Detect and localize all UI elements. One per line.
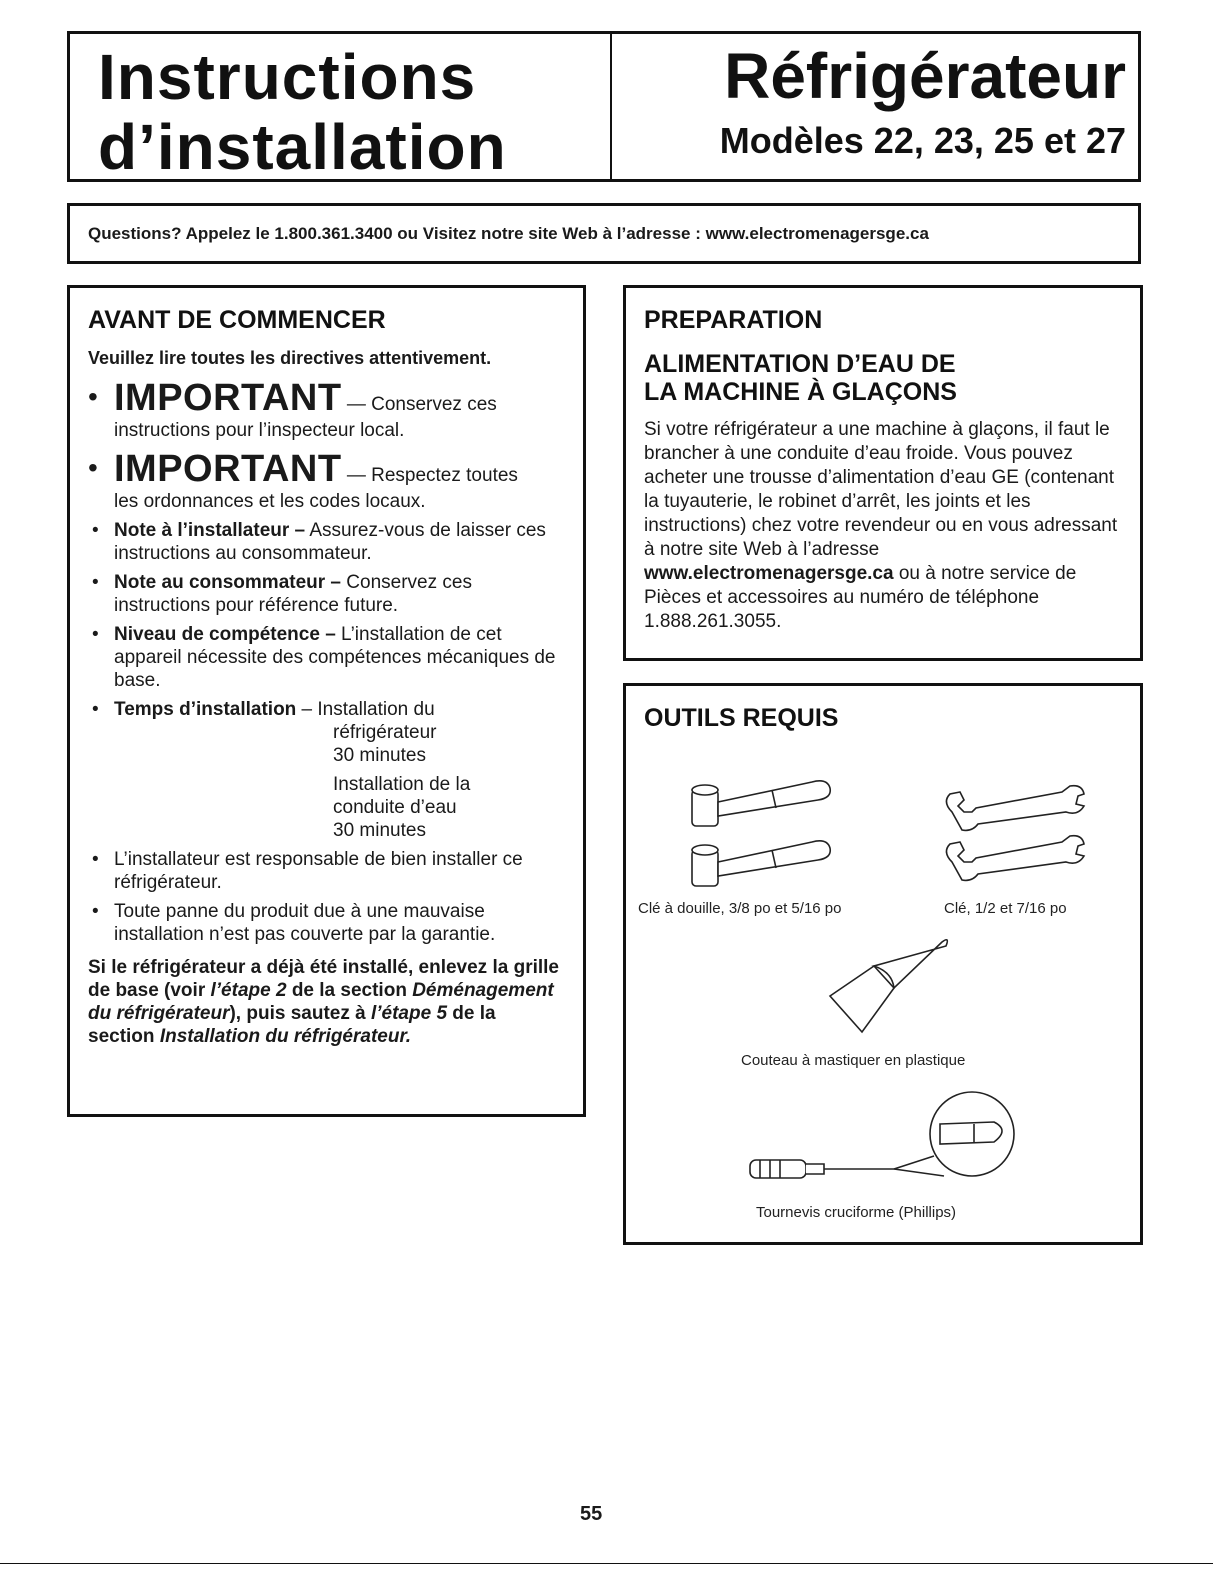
item-label: Note à l’installateur – [114, 520, 306, 541]
note-ref: l’étape 5 [370, 1003, 448, 1024]
note-text: de la section [88, 1003, 496, 1047]
item-text: – Installation du [296, 699, 435, 720]
note-ref: Déménagement du réfrigérateur [88, 980, 554, 1024]
title-installation: d’installation [98, 111, 507, 183]
title-right [612, 34, 1138, 179]
item-label: Note au consommateur – [114, 572, 341, 593]
phillips-screwdriver-caption: Tournevis cruciforme (Phillips) [756, 1204, 957, 1221]
important-label: IMPORTANT [114, 448, 342, 490]
contact-banner: Questions? Appelez le 1.800.361.3400 ou Visitez notre site Web à l’adresse : www.electromenagersge.ca [67, 203, 1141, 264]
putty-knife-caption: Couteau à mastiquer en plastique [741, 1052, 966, 1069]
item-text: Assurez-vous de laisser ces instructions au consommateur. [114, 520, 546, 564]
para-text: Si votre réfrigérateur a une machine à glaçons, il faut le brancher à une conduite d’eau froide. Vous pouvez acheter une trousse d’alimentation d’eau GE (contenant la tuyauterie, le robinet d’arrêt, les joints et les instructions) chez votre revendeur ou en vous adressant à notre site Web à l’adresse [644, 419, 1118, 560]
section-title-avant: AVANT DE COMMENCER [88, 306, 386, 334]
section-title-tools: OUTILS REQUIS [644, 704, 839, 732]
putty-knife-icon [822, 936, 962, 1056]
list-item-install-time [88, 698, 565, 842]
item-label: Temps d’installation [114, 699, 297, 720]
important-text: — Conservez ces [341, 394, 497, 415]
time-line: 30 minutes [333, 745, 426, 766]
ice-maker-water-title [644, 350, 1122, 406]
list-item: • L’installateur est responsable de bien installer ce réfrigérateur. [88, 848, 565, 894]
subtitle-line: LA MACHINE À GLAÇONS [644, 378, 957, 406]
time-line: conduite d’eau [333, 797, 457, 818]
list-item [88, 571, 565, 617]
phillips-screwdriver-icon [744, 1086, 1044, 1206]
bullet-icon: • [88, 452, 98, 483]
read-instructions-lead: Veuillez lire toutes les directives attentivement. [88, 348, 492, 368]
list-item: • Toute panne du produit due à une mauvaise installation n’est pas couverte par la garantie. [88, 900, 565, 946]
item-text: Conservez ces instructions pour référence future. [114, 572, 472, 616]
note-text: Si le réfrigérateur a déjà été installé, enlevez la grille de base (voir [88, 957, 559, 1001]
note-text: de la section [286, 980, 413, 1001]
list-item [88, 623, 565, 692]
socket-wrench-icon [672, 768, 842, 898]
time-line: Installation de la [333, 774, 471, 795]
open-end-wrench-caption: Clé, 1/2 et 7/16 po [944, 900, 1067, 917]
item-text: L’installation de cet appareil nécessite des compétences mécaniques de base. [114, 624, 556, 691]
note-text: ), puis sautez à [229, 1003, 371, 1024]
models-subtitle: Modèles 22, 23, 25 et 27 [719, 120, 1126, 161]
important-text-cont: instructions pour l’inspecteur local. [114, 420, 405, 441]
important-label: IMPORTANT [114, 377, 342, 419]
product-title: Réfrigérateur [724, 40, 1126, 112]
before-you-begin-section [67, 285, 586, 1117]
para-text: ou à notre service de Pièces et accessoires au numéro de téléphone 1.888.261.3055. [644, 563, 1077, 632]
preparation-section [623, 285, 1143, 661]
title-instructions: Instructions [98, 41, 477, 113]
item-label: Niveau de compétence – [114, 624, 336, 645]
socket-wrench-caption: Clé à douille, 3/8 po et 5/16 po [638, 900, 842, 917]
important-text-cont: les ordonnances et les codes locaux. [114, 491, 426, 512]
time-line: réfrigérateur [333, 722, 437, 743]
important-item-1 [88, 377, 565, 442]
reinstall-note [88, 956, 565, 1048]
note-ref: l’étape 2 [210, 980, 287, 1001]
bullet-icon: • [88, 381, 98, 412]
required-tools-section [623, 683, 1143, 1245]
website-link[interactable]: www.electromenagersge.ca [644, 563, 894, 584]
open-end-wrench-icon [942, 782, 1092, 892]
page-number: 55 [580, 1503, 603, 1525]
instruction-list [88, 519, 565, 946]
water-supply-paragraph [644, 418, 1122, 634]
section-title-preparation: PREPARATION [644, 306, 823, 334]
list-item [88, 519, 565, 565]
important-text: — Respectez toutes [341, 465, 518, 486]
bottom-divider [0, 1563, 1213, 1564]
time-line: 30 minutes [333, 820, 426, 841]
subtitle-line: ALIMENTATION D’EAU DE [644, 350, 956, 378]
title-left [70, 34, 612, 183]
note-ref: Installation du réfrigérateur. [159, 1026, 412, 1047]
important-item-2 [88, 448, 565, 513]
title-header [67, 31, 1141, 182]
